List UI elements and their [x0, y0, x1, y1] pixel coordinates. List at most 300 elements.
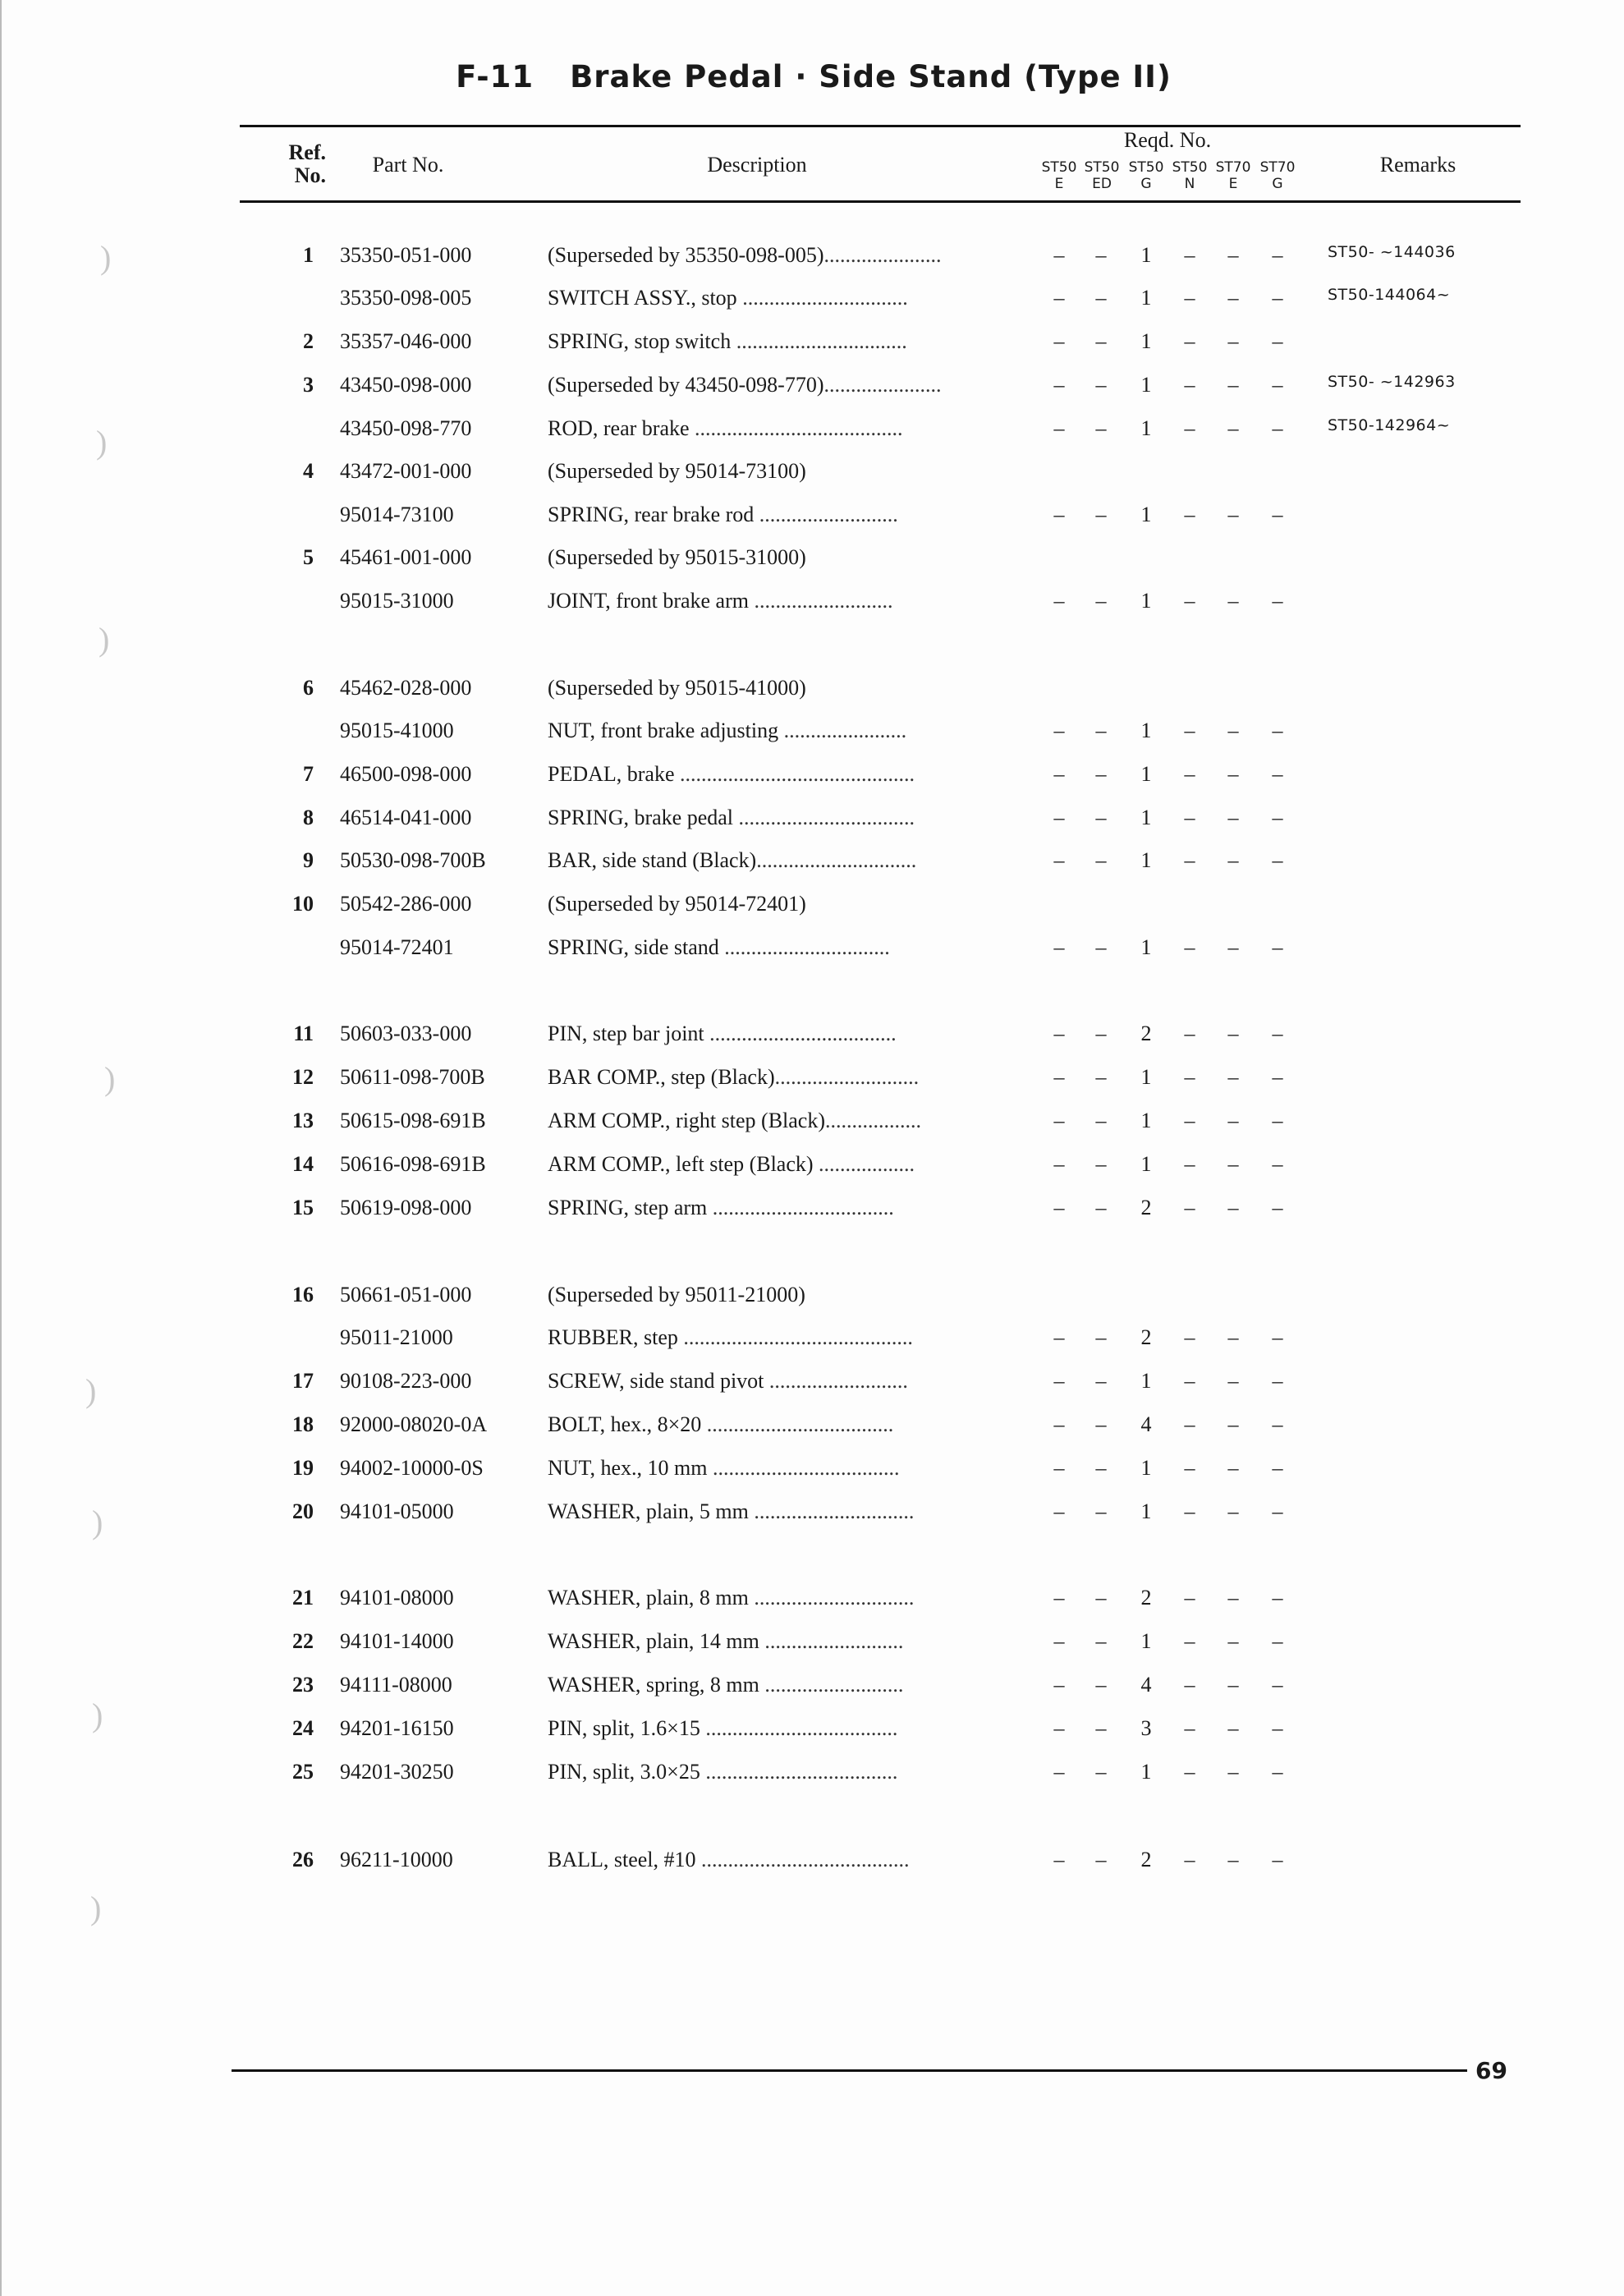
qty-cell: –	[1227, 1109, 1239, 1132]
header-description: Description	[707, 153, 807, 177]
qty-cell: –	[1227, 329, 1239, 353]
description-text: SPRING, brake pedal	[548, 806, 734, 829]
ref-number: 17	[292, 1369, 314, 1393]
table-row	[2, 1586, 1624, 1619]
description-text: ROD, rear brake	[548, 416, 690, 440]
part-number: 95015-31000	[340, 589, 454, 613]
qty-cell: –	[1227, 1848, 1239, 1871]
qty-cell: 1	[1140, 1369, 1152, 1393]
ref-number: 22	[292, 1629, 314, 1653]
qty-cell: –	[1272, 1065, 1283, 1089]
table-row	[2, 286, 1624, 319]
table-row	[2, 545, 1624, 578]
ref-number: 15	[292, 1196, 314, 1219]
qty-cell: 1	[1140, 373, 1152, 397]
ref-number: 20	[292, 1499, 314, 1523]
description-text: JOINT, front brake arm	[548, 589, 749, 613]
qty-cell: –	[1053, 1586, 1065, 1609]
leader-dots: ..............................	[748, 1499, 915, 1523]
part-number: 45461-001-000	[340, 545, 472, 569]
ref-number: 4	[303, 459, 314, 483]
leader-dots: ..................	[813, 1152, 915, 1176]
part-number: 35350-051-000	[340, 243, 472, 267]
qty-cell: 1	[1140, 1152, 1152, 1176]
qty-cell: –	[1095, 1325, 1107, 1349]
qty-cell: 1	[1140, 935, 1152, 959]
top-rule	[240, 125, 1521, 127]
part-number: 94201-16150	[340, 1716, 454, 1740]
qty-cell: –	[1095, 1499, 1107, 1523]
qty-cell: –	[1184, 1325, 1195, 1349]
leader-dots: ....................................	[700, 1716, 898, 1740]
qty-cell: 1	[1140, 1499, 1152, 1523]
qty-cell: –	[1227, 719, 1239, 742]
description	[548, 1369, 1020, 1394]
qty-cell: –	[1053, 1065, 1065, 1089]
ref-number: 26	[292, 1848, 314, 1871]
part-number: 46514-041-000	[340, 806, 472, 829]
part-number: 50661-051-000	[340, 1283, 472, 1306]
qty-cell: 1	[1140, 1760, 1152, 1784]
description	[548, 1499, 1020, 1524]
qty-cell: –	[1272, 1586, 1283, 1609]
part-number: 95011-21000	[340, 1325, 453, 1349]
leader-dots: ..........................	[764, 1369, 908, 1393]
qty-cell: –	[1272, 719, 1283, 742]
qty-cell: 1	[1140, 1065, 1152, 1089]
qty-cell: –	[1095, 806, 1107, 829]
leader-dots: ....................................	[700, 1760, 898, 1784]
qty-cell: –	[1184, 1152, 1195, 1176]
table-row	[2, 1848, 1624, 1880]
qty-cell: –	[1095, 243, 1107, 267]
qty-cell: –	[1227, 1022, 1239, 1045]
qty-cell: 1	[1140, 1109, 1152, 1132]
description	[548, 545, 1020, 570]
model-column-header: ST70 G	[1259, 159, 1296, 192]
description-text: NUT, hex., 10 mm	[548, 1456, 708, 1480]
qty-cell: –	[1227, 373, 1239, 397]
qty-cell: –	[1227, 1325, 1239, 1349]
part-number: 50616-098-691B	[340, 1152, 486, 1176]
remarks-cell: ST50- ~142963	[1328, 373, 1456, 391]
qty-cell: –	[1053, 1109, 1065, 1132]
ref-number: 5	[303, 545, 314, 569]
leader-dots: ...................................	[704, 1022, 897, 1045]
table-row	[2, 373, 1624, 406]
qty-cell: –	[1272, 1456, 1283, 1480]
leader-dots: ..........................	[748, 589, 893, 613]
qty-cell: –	[1053, 1325, 1065, 1349]
qty-cell: –	[1053, 935, 1065, 959]
qty-cell: –	[1184, 1673, 1195, 1697]
table-row	[2, 719, 1624, 751]
part-number: 94101-05000	[340, 1499, 454, 1523]
description-text: PEDAL, brake	[548, 762, 675, 786]
qty-cell: –	[1053, 719, 1065, 742]
qty-cell: –	[1227, 503, 1239, 526]
description	[548, 286, 1020, 310]
description-text: SPRING, step arm	[548, 1196, 708, 1219]
qty-cell: –	[1053, 589, 1065, 613]
ref-number: 11	[293, 1022, 314, 1045]
qty-cell: –	[1227, 1196, 1239, 1219]
qty-cell: –	[1095, 1716, 1107, 1740]
ref-number: 13	[292, 1109, 314, 1132]
description	[548, 762, 1020, 787]
header-ref: Ref. No.	[288, 140, 326, 187]
table-row	[2, 1499, 1624, 1532]
table-row	[2, 329, 1624, 362]
margin-mark: )	[90, 1890, 102, 1926]
qty-cell: –	[1272, 1369, 1283, 1393]
part-number: 50619-098-000	[340, 1196, 472, 1219]
qty-cell: –	[1095, 286, 1107, 310]
qty-cell: –	[1227, 1412, 1239, 1436]
description	[548, 1456, 1020, 1481]
description	[548, 243, 1020, 268]
page-title	[2, 59, 1624, 94]
description	[548, 676, 1020, 700]
leader-dots: ......................	[823, 373, 942, 397]
leader-dots: ............................................	[674, 762, 915, 786]
qty-cell: –	[1272, 1412, 1283, 1436]
qty-cell: –	[1184, 719, 1195, 742]
table-row	[2, 1629, 1624, 1662]
leader-dots: ..........................	[759, 1673, 904, 1697]
part-number: 94111-08000	[340, 1673, 452, 1697]
description	[548, 1325, 1020, 1350]
ref-number: 25	[292, 1760, 314, 1784]
header-remarks: Remarks	[1379, 153, 1457, 177]
ref-number: 21	[292, 1586, 314, 1609]
qty-cell: 1	[1140, 1629, 1152, 1653]
part-number: 94101-14000	[340, 1629, 454, 1653]
description-text: PIN, step bar joint	[548, 1022, 704, 1045]
qty-cell: –	[1227, 848, 1239, 872]
qty-cell: –	[1272, 373, 1283, 397]
part-number: 96211-10000	[340, 1848, 453, 1871]
description	[548, 1673, 1020, 1697]
leader-dots: ..........................	[754, 503, 898, 526]
margin-mark: )	[92, 1697, 103, 1733]
qty-cell: –	[1184, 1760, 1195, 1784]
qty-cell: –	[1095, 848, 1107, 872]
qty-cell: –	[1272, 806, 1283, 829]
qty-cell: –	[1053, 1673, 1065, 1697]
qty-cell: –	[1227, 1065, 1239, 1089]
qty-cell: 1	[1140, 329, 1152, 353]
qty-cell: –	[1184, 286, 1195, 310]
qty-cell: –	[1184, 762, 1195, 786]
description-text: SPRING, stop switch	[548, 329, 732, 353]
qty-cell: 1	[1140, 806, 1152, 829]
qty-cell: –	[1272, 1325, 1283, 1349]
qty-cell: –	[1053, 286, 1065, 310]
qty-cell: –	[1227, 416, 1239, 440]
part-number: 94101-08000	[340, 1586, 454, 1609]
ref-number: 16	[292, 1283, 314, 1306]
margin-mark: )	[99, 621, 110, 658]
qty-cell: –	[1184, 589, 1195, 613]
margin-mark: )	[100, 239, 112, 276]
table-row	[2, 1760, 1624, 1793]
description-text: WASHER, plain, 5 mm	[548, 1499, 749, 1523]
qty-cell: –	[1053, 243, 1065, 267]
part-number: 50603-033-000	[340, 1022, 472, 1045]
qty-cell: –	[1184, 1412, 1195, 1436]
description-text: ARM COMP., left step (Black)	[548, 1152, 814, 1176]
description	[548, 416, 1020, 441]
model-column-header: ST70 E	[1215, 159, 1251, 192]
part-number: 94201-30250	[340, 1760, 454, 1784]
qty-cell: –	[1227, 243, 1239, 267]
qty-cell: –	[1095, 1848, 1107, 1871]
ref-number: 1	[303, 243, 314, 267]
qty-cell: –	[1184, 806, 1195, 829]
leader-dots: ..................	[825, 1109, 921, 1132]
qty-cell: –	[1053, 1022, 1065, 1045]
qty-cell: –	[1227, 1586, 1239, 1609]
header-reqd-no: Reqd. No.	[1123, 128, 1212, 152]
ref-number: 8	[303, 806, 314, 829]
description-text: WASHER, plain, 14 mm	[548, 1629, 759, 1653]
description	[548, 1586, 1020, 1610]
qty-cell: –	[1095, 329, 1107, 353]
table-row	[2, 1456, 1624, 1489]
model-column-header: ST50 ED	[1084, 159, 1120, 192]
leader-dots: ...............................	[736, 286, 908, 310]
table-row	[2, 1065, 1624, 1098]
table-row	[2, 243, 1624, 276]
table-row	[2, 1369, 1624, 1402]
qty-cell: –	[1272, 1673, 1283, 1697]
leader-dots: ...................................	[701, 1412, 894, 1436]
part-number: 43450-098-000	[340, 373, 472, 397]
qty-cell: –	[1053, 1369, 1065, 1393]
qty-cell: –	[1095, 1196, 1107, 1219]
qty-cell: 1	[1140, 848, 1152, 872]
qty-cell: –	[1184, 1456, 1195, 1480]
part-number: 92000-08020-0A	[340, 1412, 488, 1436]
part-number: 43472-001-000	[340, 459, 472, 483]
qty-cell: –	[1227, 1369, 1239, 1393]
qty-cell: –	[1272, 503, 1283, 526]
ref-number: 6	[303, 676, 314, 700]
description-text: ARM COMP., right step (Black)	[548, 1109, 825, 1132]
part-number: 35350-098-005	[340, 286, 472, 310]
qty-cell: –	[1272, 329, 1283, 353]
qty-cell: –	[1053, 1629, 1065, 1653]
margin-mark: )	[85, 1372, 97, 1409]
description	[548, 589, 1020, 613]
description	[548, 1022, 1020, 1046]
qty-cell: –	[1272, 1760, 1283, 1784]
leader-dots: ...................................	[707, 1456, 900, 1480]
description-text: (Superseded by 35350-098-005)	[548, 243, 824, 267]
qty-cell: 4	[1140, 1412, 1152, 1436]
qty-cell: 1	[1140, 719, 1152, 742]
table-row	[2, 848, 1624, 881]
qty-cell: –	[1184, 503, 1195, 526]
qty-cell: –	[1184, 1109, 1195, 1132]
qty-cell: –	[1053, 1152, 1065, 1176]
model-column-header: ST50 N	[1172, 159, 1208, 192]
section-title: Brake Pedal · Side Stand (Type II)	[570, 59, 1172, 94]
qty-cell: –	[1272, 1109, 1283, 1132]
qty-cell: 1	[1140, 286, 1152, 310]
qty-cell: –	[1053, 848, 1065, 872]
section-code: F-11	[456, 59, 534, 94]
qty-cell: 4	[1140, 1673, 1152, 1697]
qty-cell: –	[1227, 1716, 1239, 1740]
leader-dots: ...............................	[718, 935, 890, 959]
header-rule	[240, 200, 1521, 203]
qty-cell: –	[1227, 1152, 1239, 1176]
qty-cell: –	[1095, 719, 1107, 742]
ref-number: 2	[303, 329, 314, 353]
ref-number: 14	[292, 1152, 314, 1176]
table-row	[2, 503, 1624, 535]
table-row	[2, 1152, 1624, 1185]
qty-cell: 2	[1140, 1586, 1152, 1609]
qty-cell: –	[1095, 1065, 1107, 1089]
qty-cell: –	[1184, 1065, 1195, 1089]
qty-cell: –	[1053, 503, 1065, 526]
description-text: RUBBER, step	[548, 1325, 678, 1349]
qty-cell: –	[1184, 416, 1195, 440]
leader-dots: ................................	[731, 329, 907, 353]
table-row	[2, 676, 1624, 709]
qty-cell: 1	[1140, 762, 1152, 786]
page-number: 69	[1475, 2057, 1507, 2084]
description-text: SWITCH ASSY., stop	[548, 286, 737, 310]
qty-cell: 2	[1140, 1196, 1152, 1219]
qty-cell: 2	[1140, 1022, 1152, 1045]
qty-cell: 1	[1140, 503, 1152, 526]
part-number: 94002-10000-0S	[340, 1456, 484, 1480]
table-row	[2, 459, 1624, 492]
table-row	[2, 1109, 1624, 1141]
part-number: 43450-098-770	[340, 416, 472, 440]
model-column-header: ST50 E	[1041, 159, 1077, 192]
qty-cell: –	[1227, 589, 1239, 613]
qty-cell: –	[1053, 1760, 1065, 1784]
qty-cell: –	[1095, 1456, 1107, 1480]
table-row	[2, 1325, 1624, 1358]
qty-cell: –	[1227, 762, 1239, 786]
part-number: 90108-223-000	[340, 1369, 472, 1393]
leader-dots: ...........................	[774, 1065, 920, 1089]
description	[548, 1760, 1020, 1784]
part-number: 50615-098-691B	[340, 1109, 486, 1132]
qty-cell: –	[1095, 1109, 1107, 1132]
ref-number: 23	[292, 1673, 314, 1697]
description	[548, 1196, 1020, 1220]
qty-cell: 1	[1140, 589, 1152, 613]
description-text: WASHER, spring, 8 mm	[548, 1673, 759, 1697]
description	[548, 1629, 1020, 1654]
ref-number: 7	[303, 762, 314, 786]
qty-cell: –	[1095, 589, 1107, 613]
qty-cell: –	[1227, 806, 1239, 829]
leader-dots: ..........................	[759, 1629, 904, 1653]
table-row	[2, 1412, 1624, 1445]
qty-cell: –	[1053, 1848, 1065, 1871]
description	[548, 1716, 1020, 1741]
part-number: 50542-286-000	[340, 892, 472, 916]
table-row	[2, 1283, 1624, 1316]
qty-cell: –	[1053, 1412, 1065, 1436]
qty-cell: –	[1095, 1152, 1107, 1176]
qty-cell: –	[1095, 935, 1107, 959]
remarks-cell: ST50- ~144036	[1328, 243, 1456, 261]
qty-cell: –	[1272, 1629, 1283, 1653]
description-text: BALL, steel, #10	[548, 1848, 696, 1871]
description-text: SPRING, rear brake rod	[548, 503, 755, 526]
description	[548, 1109, 1020, 1133]
description-text: NUT, front brake adjusting	[548, 719, 779, 742]
qty-cell: –	[1272, 1022, 1283, 1045]
remarks-cell: ST50-144064~	[1328, 286, 1451, 304]
ref-number: 19	[292, 1456, 314, 1480]
qty-cell: –	[1095, 1369, 1107, 1393]
description	[548, 892, 1020, 916]
description	[548, 1283, 1020, 1307]
qty-cell: –	[1184, 1196, 1195, 1219]
description	[548, 329, 1020, 354]
ref-number: 12	[292, 1065, 314, 1089]
qty-cell: –	[1227, 1456, 1239, 1480]
description	[548, 719, 1020, 743]
ref-number: 9	[303, 848, 314, 872]
qty-cell: –	[1053, 806, 1065, 829]
table-row	[2, 1673, 1624, 1706]
qty-cell: –	[1053, 1716, 1065, 1740]
ref-number: 24	[292, 1716, 314, 1740]
description	[548, 806, 1020, 830]
description	[548, 1412, 1020, 1437]
description-text: PIN, split, 1.6×15	[548, 1716, 700, 1740]
description-text: BOLT, hex., 8×20	[548, 1412, 702, 1436]
leader-dots: ..............................	[756, 848, 917, 872]
qty-cell: –	[1053, 1456, 1065, 1480]
qty-cell: –	[1184, 329, 1195, 353]
description-text: (Superseded by 95014-72401)	[548, 892, 806, 916]
qty-cell: –	[1227, 286, 1239, 310]
footer-rule	[232, 2069, 1467, 2072]
remarks-cell: ST50-142964~	[1328, 416, 1451, 434]
leader-dots: ......................	[823, 243, 942, 267]
qty-cell: –	[1272, 848, 1283, 872]
description-text: (Superseded by 95015-41000)	[548, 676, 806, 700]
margin-mark: )	[104, 1060, 116, 1097]
part-number: 95014-72401	[340, 935, 454, 959]
description	[548, 848, 1020, 873]
qty-cell: –	[1095, 1412, 1107, 1436]
description-text: BAR, side stand (Black)	[548, 848, 757, 872]
part-number: 50611-098-700B	[340, 1065, 485, 1089]
qty-cell: 1	[1140, 416, 1152, 440]
description-text: SCREW, side stand pivot	[548, 1369, 764, 1393]
qty-cell: –	[1272, 589, 1283, 613]
table-row	[2, 806, 1624, 838]
qty-cell: –	[1272, 416, 1283, 440]
description	[548, 1848, 1020, 1872]
qty-cell: –	[1053, 1196, 1065, 1219]
leader-dots: ..............................	[748, 1586, 915, 1609]
header-part-no: Part No.	[372, 153, 444, 177]
